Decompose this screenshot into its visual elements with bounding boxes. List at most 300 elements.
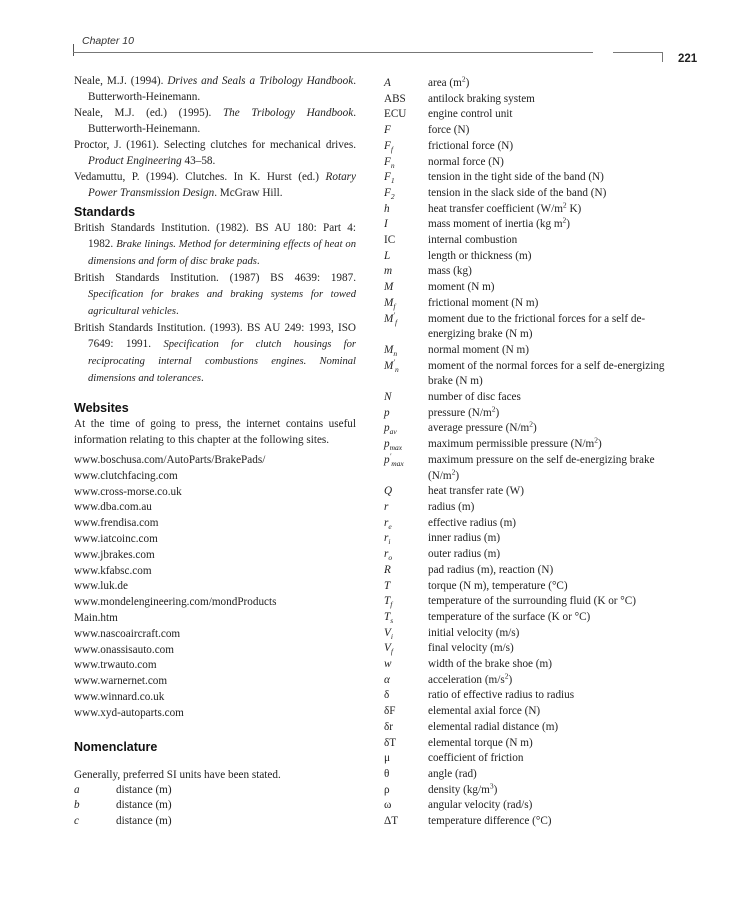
symbol — [384, 123, 428, 139]
symbol-description — [428, 579, 667, 595]
symbol — [384, 814, 428, 830]
symbol — [384, 547, 428, 563]
symbol — [384, 309, 428, 343]
symbol-subscript: max — [389, 443, 403, 453]
unit-tail: ) — [493, 783, 498, 796]
symbol-description-text: radius (m) — [428, 500, 475, 513]
symbol-letter: r — [384, 548, 389, 561]
symbol-subscript: av — [389, 427, 397, 437]
symbol-description — [428, 704, 667, 720]
symbol-letter: M — [384, 281, 394, 294]
reference-entry — [74, 105, 356, 137]
symbol — [384, 516, 428, 532]
symbol — [384, 233, 428, 249]
symbol-letter: M — [384, 296, 394, 309]
symbol-description — [428, 92, 667, 108]
symbol-row — [384, 123, 667, 139]
symbol-description-text: maximum permissible pressure (N/m — [428, 438, 595, 451]
symbol-letter: r — [384, 500, 389, 513]
symbol-description-text: pressure (N/m — [428, 406, 492, 419]
symbol-description — [428, 406, 667, 422]
symbol — [384, 343, 428, 359]
nomenclature-row — [74, 783, 356, 799]
symbol — [384, 798, 428, 814]
symbol-subscript: max — [391, 459, 404, 469]
symbol — [384, 720, 428, 736]
symbol-description-text: frictional force (N) — [428, 139, 514, 152]
standard-end: . — [201, 372, 204, 384]
symbol-description — [428, 123, 667, 139]
symbol-description — [428, 688, 667, 704]
unit-tail: ) — [533, 422, 537, 435]
symbol-letter: F — [384, 139, 391, 152]
unit-tail: ) — [508, 673, 513, 686]
nomenclature-description: distance (m) — [116, 783, 172, 796]
symbol-letter: M — [384, 359, 394, 372]
symbol-description — [428, 626, 667, 642]
symbol-description-text: normal moment (N m) — [428, 343, 529, 356]
symbol — [384, 170, 428, 186]
standard-title: Specification for brakes and braking systems for towed agricultural vehicles — [88, 289, 356, 317]
symbol — [384, 704, 428, 720]
symbol-description — [428, 217, 667, 233]
unit-exponent: 2 — [594, 435, 598, 445]
unit-exponent: 2 — [491, 404, 496, 414]
symbol — [384, 249, 428, 265]
symbol — [384, 356, 428, 390]
reference-publisher: . Butterworth-Heinemann. — [88, 107, 356, 135]
symbol-letter: δF — [384, 705, 396, 718]
symbol — [384, 264, 428, 280]
symbol-description-text: frictional moment (N m) — [428, 296, 539, 309]
symbol-letter: δT — [384, 736, 397, 749]
symbol-letter: r — [384, 516, 389, 529]
symbol-row — [384, 484, 667, 500]
symbol-description — [428, 296, 667, 312]
symbol-description — [428, 670, 667, 689]
symbol-letter: IC — [384, 234, 396, 247]
symbol-description — [428, 343, 667, 359]
reference-authors: Vedamuttu, P. (1994). Clutches. In K. Hurst (ed.) — [74, 171, 326, 183]
symbol — [384, 673, 428, 689]
symbol — [384, 280, 428, 296]
symbol — [384, 186, 428, 202]
header-rule-tick — [73, 44, 74, 56]
symbol-row — [384, 500, 667, 516]
symbol-row — [384, 107, 667, 123]
symbol — [384, 107, 428, 123]
symbol-letter: L — [384, 249, 391, 262]
symbol-letter: m — [384, 265, 393, 278]
symbol — [384, 688, 428, 704]
symbol-letter: p — [384, 422, 390, 435]
symbol-row — [384, 296, 667, 312]
symbol-row — [384, 421, 667, 437]
symbol-letter: F — [384, 186, 391, 199]
symbol-row — [384, 406, 667, 422]
unit-tail: ) — [455, 469, 460, 482]
symbol-description — [428, 233, 667, 249]
nomenclature-symbol: b — [74, 799, 80, 812]
symbol-description-text: moment (N m) — [428, 281, 495, 294]
symbol — [384, 626, 428, 642]
symbol-prime: ′ — [393, 356, 395, 366]
symbol-description — [428, 280, 667, 296]
symbol-letter: T — [384, 579, 391, 592]
symbol-description-text: tension in the slack side of the band (N) — [428, 186, 607, 199]
website-url: www.warnernet.com — [74, 675, 168, 688]
symbol-letter: T — [384, 610, 391, 623]
symbol-description — [428, 563, 667, 579]
symbol-subscript: n — [394, 364, 399, 374]
symbol-letter: ECU — [384, 108, 407, 121]
symbol-row — [384, 264, 667, 280]
symbol-row — [384, 767, 667, 783]
symbol-description-text: acceleration (m/s — [428, 673, 505, 686]
symbol-list — [384, 76, 667, 830]
symbol-description-text: antilock braking system — [428, 92, 535, 105]
symbol-description-text: engine control unit — [428, 108, 513, 121]
symbol — [384, 406, 428, 422]
symbol-row — [384, 531, 667, 547]
website-url: www.jbrakes.com — [74, 548, 155, 561]
symbol-description-text: temperature of the surrounding fluid (K or °C) — [428, 595, 636, 608]
symbol — [384, 500, 428, 516]
symbol-description-text: elemental radial distance (m) — [428, 720, 559, 733]
symbol-row — [384, 437, 667, 453]
symbol-description-text: moment of the normal forces for a self de-energizing brake (N m) — [428, 359, 665, 388]
symbol-subscript: f — [393, 302, 396, 312]
symbol — [384, 202, 428, 218]
symbol-description-text: density (kg/m — [428, 783, 490, 796]
symbol-letter: ΔT — [384, 815, 399, 828]
symbol-description — [428, 547, 667, 563]
symbol-letter: Q — [384, 485, 393, 498]
symbol-row — [384, 563, 667, 579]
symbol-description-text: area (m — [428, 77, 462, 89]
symbol — [384, 484, 428, 500]
symbol-description-text: normal force (N) — [428, 155, 504, 168]
reference-title: Drives and Seals a Tribology Handbook — [167, 75, 354, 87]
unit-tail: ) — [465, 77, 470, 89]
symbol-prime: ′ — [389, 451, 392, 461]
symbol-row — [384, 579, 667, 595]
unit-exponent: 2 — [451, 466, 456, 476]
symbol-subscript: f — [394, 317, 398, 327]
symbol-description-text: outer radius (m) — [428, 548, 501, 561]
symbol-description — [428, 767, 667, 783]
nomenclature-row — [74, 798, 356, 814]
standard-end: . — [256, 255, 260, 267]
reference-publisher: . McGraw Hill. — [214, 187, 283, 199]
symbol-description-text: temperature of the surface (K or °C) — [428, 610, 591, 623]
symbol — [384, 76, 428, 92]
symbol-description-text: length or thickness (m) — [428, 249, 532, 262]
symbol-subscript: n — [390, 160, 395, 170]
unit-exponent: 2 — [461, 74, 466, 84]
symbol-description-text: angle (rad) — [428, 767, 477, 780]
symbol-description — [428, 610, 667, 626]
symbol-row — [384, 76, 667, 92]
symbol-description-text: elemental axial force (N) — [428, 705, 541, 718]
symbol — [384, 155, 428, 171]
symbol — [384, 767, 428, 783]
symbol-description — [428, 437, 667, 453]
standard-entry — [74, 270, 356, 320]
unit-tail: ) — [495, 406, 500, 419]
symbol-description-text: number of disc faces — [428, 391, 521, 404]
symbol — [384, 217, 428, 233]
symbol-row — [384, 626, 667, 642]
symbol — [384, 610, 428, 626]
symbol — [384, 594, 428, 610]
symbol-description — [428, 359, 667, 390]
websites-heading: Websites — [74, 401, 129, 415]
reference-publisher: . Butterworth-Heinemann. — [88, 75, 356, 103]
website-list — [74, 453, 356, 722]
standards-list — [74, 220, 356, 387]
reference-authors: Neale, M.J. (1994). — [74, 75, 168, 87]
symbol-row — [384, 155, 667, 171]
symbol-row — [384, 343, 667, 359]
standard-end: . — [175, 305, 179, 317]
symbol-description-text: width of the brake shoe (m) — [428, 658, 552, 671]
unit-exponent: 3 — [489, 780, 494, 790]
reference-entry — [74, 137, 356, 169]
symbol — [384, 296, 428, 312]
nomenclature-left-list — [74, 783, 356, 830]
symbol-letter: N — [384, 391, 392, 404]
reference-entry — [74, 169, 356, 201]
symbol-letter: T — [384, 595, 391, 608]
symbol-description — [428, 736, 667, 752]
symbol-description — [428, 516, 667, 532]
standard-title: Brake linings. Method for determining effects of heat on dimensions and form of disc brake pads — [88, 239, 357, 267]
nomenclature-description: distance (m) — [116, 814, 172, 827]
symbol-letter: F — [384, 124, 391, 137]
website-url: www.boschusa.com/AutoParts/BrakePads/ — [74, 454, 266, 466]
nomenclature-heading: Nomenclature — [74, 739, 158, 754]
symbol-letter: M — [384, 343, 394, 356]
symbol-row — [384, 217, 667, 233]
website-url: www.nascoaircraft.com — [74, 627, 181, 640]
symbol-row — [384, 751, 667, 767]
symbol-row — [384, 720, 667, 736]
symbol-subscript: i — [390, 631, 393, 641]
symbol-subscript: f — [390, 647, 393, 657]
symbol-row — [384, 280, 667, 296]
symbol-description-text: tension in the tight side of the band (N) — [428, 171, 604, 184]
symbol-description-text: mass (kg) — [428, 265, 472, 278]
symbol-letter: F — [384, 155, 391, 168]
symbol-description-text: heat transfer coefficient (W/m — [428, 202, 563, 215]
symbol-row — [384, 594, 667, 610]
symbol-letter: p — [384, 406, 390, 419]
symbol-description-text: inner radius (m) — [428, 532, 501, 545]
symbol — [384, 390, 428, 406]
website-url: Main.htm — [74, 611, 118, 624]
left-column — [74, 73, 356, 829]
symbol-row — [384, 688, 667, 704]
website-url: www.frendisa.com — [74, 517, 159, 530]
symbol-description-text: final velocity (m/s) — [428, 642, 514, 655]
websites-intro: At the time of going to press, the internet contains useful information relating to this chapter at the following sites. — [74, 418, 356, 446]
symbol-description-text: mass moment of inertia (kg m — [428, 218, 563, 231]
symbol-row — [384, 516, 667, 532]
symbol-row — [384, 547, 667, 563]
symbol-letter: V — [384, 642, 391, 655]
symbol-description-text: coefficient of friction — [428, 752, 524, 765]
symbol-row — [384, 736, 667, 752]
symbol-description — [428, 76, 667, 92]
chapter-label: Chapter 10 — [82, 35, 134, 47]
symbol-description — [428, 453, 667, 484]
standard-title: Specification for clutch housings for reciprocating internal combustions engines. Nominal dimensions and tolerances — [88, 339, 356, 384]
symbol-row — [384, 249, 667, 265]
symbol-subscript: e — [388, 521, 392, 531]
symbol-letter: V — [384, 626, 391, 639]
page-number-frame — [613, 52, 663, 62]
symbol-description-text: initial velocity (m/s) — [428, 626, 520, 639]
symbol-row — [384, 641, 667, 657]
symbol — [384, 579, 428, 595]
symbol-description — [428, 531, 667, 547]
symbol-row — [384, 798, 667, 814]
symbol-description-text: angular velocity (rad/s) — [428, 799, 533, 812]
symbol-description — [428, 641, 667, 657]
symbol — [384, 453, 428, 484]
symbol-description — [428, 186, 667, 202]
symbol-subscript: i — [388, 537, 391, 547]
symbol-description — [428, 390, 667, 406]
unit-exponent: 2 — [529, 419, 534, 429]
symbol-description — [428, 657, 667, 673]
header-rule — [73, 52, 593, 53]
symbol-row — [384, 199, 667, 218]
symbol — [384, 563, 428, 579]
website-url: www.clutchfacing.com — [74, 469, 178, 482]
symbol-prime: ′ — [393, 309, 395, 319]
symbol-letter: w — [384, 658, 392, 671]
symbol-description — [428, 500, 667, 516]
website-url: www.onassisauto.com — [74, 643, 174, 656]
website-url: www.kfabsc.com — [74, 564, 152, 577]
symbol-description — [428, 312, 667, 343]
symbol — [384, 751, 428, 767]
reference-list — [74, 73, 356, 201]
symbol — [384, 531, 428, 547]
symbol-description — [428, 249, 667, 265]
symbol-description — [428, 814, 667, 830]
standard-entry — [74, 220, 356, 270]
symbol — [384, 92, 428, 108]
symbol-description — [428, 798, 667, 814]
reference-publisher: 43–58. — [181, 155, 216, 167]
unit-exponent: 2 — [562, 215, 567, 225]
standard-entry — [74, 320, 356, 387]
symbol-letter: F — [384, 171, 391, 184]
symbol-subscript: f — [390, 145, 393, 155]
nomenclature-description: distance (m) — [116, 799, 172, 812]
symbol-letter: μ — [384, 752, 390, 765]
website-url: www.dba.com.au — [74, 501, 152, 514]
symbol-row — [384, 390, 667, 406]
symbol-letter: p — [384, 453, 390, 466]
symbol-row — [384, 139, 667, 155]
symbol-subscript: n — [393, 349, 398, 359]
symbol-description-text: torque (N m), temperature (°C) — [428, 579, 568, 592]
symbol-description-text: elemental torque (N m) — [428, 736, 533, 749]
symbol-description — [428, 170, 667, 186]
symbol-row — [384, 233, 667, 249]
symbol-letter: θ — [384, 767, 390, 780]
symbol-letter: I — [384, 218, 388, 231]
unit-tail: ) — [566, 218, 571, 231]
symbol-description — [428, 720, 667, 736]
nomenclature-intro: Generally, preferred SI units have been stated. — [74, 768, 281, 781]
symbol-description-text: force (N) — [428, 124, 470, 137]
symbol-description — [428, 594, 667, 610]
website-url: www.trwauto.com — [74, 659, 157, 672]
website-url: www.luk.de — [74, 580, 128, 593]
reference-authors: Neale, M.J. (ed.) (1995). — [74, 107, 223, 119]
symbol-description-text: internal combustion — [428, 234, 518, 247]
nomenclature-symbol: c — [74, 814, 79, 827]
symbol-row — [384, 92, 667, 108]
symbol-description-text: moment due to the frictional forces for a self de-energizing brake (N m) — [428, 312, 646, 341]
symbol-description — [428, 421, 667, 437]
website-url: www.cross-morse.co.uk — [74, 485, 182, 498]
nomenclature-symbol: a — [74, 783, 80, 796]
symbol — [384, 783, 428, 799]
symbol-row — [384, 170, 667, 186]
standard-lead: British Standards Institution. (1987) BS 4639: 1987. — [74, 272, 356, 284]
symbol-description — [428, 780, 667, 799]
symbol-description-text: ratio of effective radius to radius — [428, 689, 575, 702]
symbol-row — [384, 309, 667, 343]
symbol-letter: A — [384, 77, 391, 89]
symbol-row — [384, 453, 667, 484]
symbol-row — [384, 704, 667, 720]
symbol-row — [384, 814, 667, 830]
symbol-subscript: o — [388, 553, 393, 563]
symbol — [384, 641, 428, 657]
symbol-letter: M — [384, 312, 394, 325]
reference-title: Rotary Power Transmission Design — [88, 171, 356, 199]
symbol-row — [384, 610, 667, 626]
symbol-letter: α — [384, 673, 390, 686]
symbol-row — [384, 780, 667, 799]
symbol-subscript: f — [390, 600, 393, 610]
symbol-row — [384, 670, 667, 689]
symbol-description-text: effective radius (m) — [428, 516, 517, 529]
symbol-subscript: 1 — [390, 176, 395, 186]
symbol-row — [384, 356, 667, 390]
symbol — [384, 657, 428, 673]
website-url: www.winnard.co.uk — [74, 690, 165, 703]
symbol-letter: p — [384, 438, 390, 451]
symbol-description — [428, 484, 667, 500]
reference-entry — [74, 73, 356, 105]
symbol-description — [428, 139, 667, 155]
symbol-letter: ABS — [384, 92, 406, 105]
symbol-letter: δr — [384, 720, 393, 733]
unit-exponent: 2 — [504, 670, 509, 680]
standard-lead: British Standards Institution. (1993). BS AU 249: 1993, ISO 7649: 1991. — [74, 322, 356, 350]
symbol-letter: ρ — [384, 783, 390, 796]
symbol-description-text: temperature difference (°C) — [428, 815, 552, 828]
symbol-row — [384, 186, 667, 202]
